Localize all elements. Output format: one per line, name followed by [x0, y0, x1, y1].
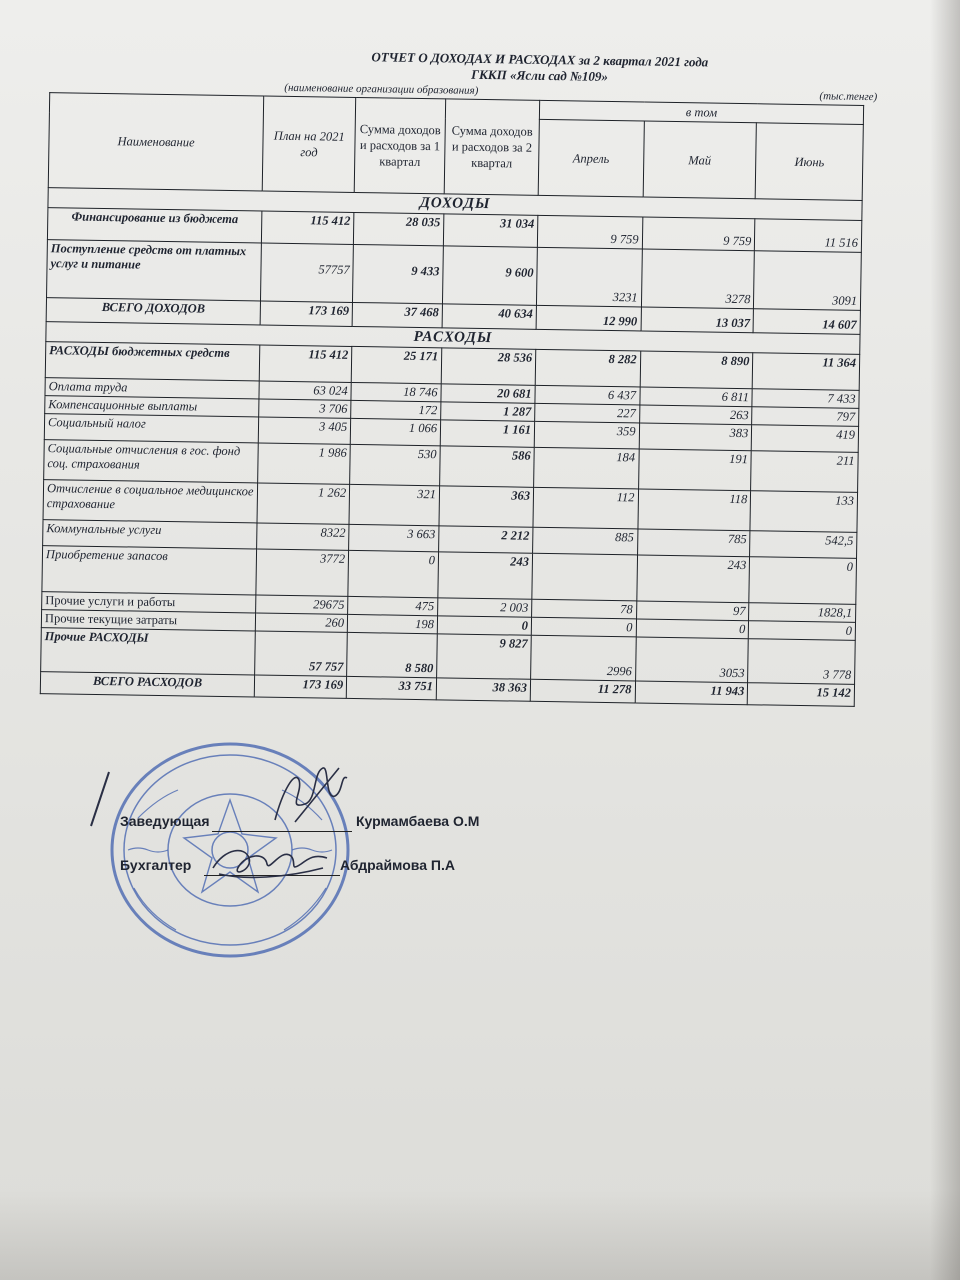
cell-q1: 3 663: [349, 524, 439, 551]
row-name: РАСХОДЫ бюджетных средств: [45, 342, 260, 381]
col-header-april: Апрель: [538, 119, 644, 197]
section-income-title: ДОХОДЫ: [48, 188, 862, 221]
cell-q2: 20 681: [441, 384, 535, 403]
cell-may: 8 890: [640, 351, 753, 389]
cell-q1: 321: [349, 484, 439, 525]
head-signature-row: [120, 805, 620, 849]
cell-q2: 363: [439, 486, 534, 527]
cell-plan: 3 706: [259, 399, 351, 418]
section-expense-title: РАСХОДЫ: [46, 322, 860, 355]
cell-q2: 1 287: [441, 402, 535, 421]
cell-april: 8 282: [535, 349, 640, 387]
cell-may: 6 811: [639, 387, 752, 407]
cell-april: 184: [534, 447, 639, 489]
row-name: Социальные отчисления в гос. фонд соц. страхования: [44, 440, 259, 483]
cell-q1: 28 035: [354, 212, 444, 245]
cell-plan: 173 169: [254, 675, 346, 698]
cell-june: 15 142: [748, 683, 855, 707]
cell-q2: 9 827: [437, 634, 532, 679]
cell-q1: 18 746: [351, 382, 441, 401]
title-line-2: ГККП «Ясли сад №109»: [471, 66, 609, 84]
cell-q1: 9 433: [353, 244, 444, 303]
cell-plan: 57 757: [255, 631, 348, 676]
row-name: Прочие услуги и работы: [42, 592, 256, 613]
cell-plan: 8322: [257, 523, 349, 550]
cell-april: 885: [533, 527, 638, 555]
row-name: Прочие РАСХОДЫ: [41, 628, 256, 675]
row-name: Поступление средств от платных услуг и питание: [47, 240, 262, 301]
cell-q1: 1 066: [350, 418, 440, 445]
cell-q2: 2 212: [439, 526, 533, 553]
row-name: Оплата труда: [45, 378, 259, 399]
report-table: [40, 92, 864, 707]
cell-plan: 3 405: [258, 417, 350, 444]
cell-may: 0: [636, 619, 749, 639]
cell-june: 0: [749, 621, 856, 641]
cell-q1: 33 751: [346, 676, 436, 699]
cell-plan: 173 169: [260, 301, 352, 326]
cell-q1: 198: [347, 614, 437, 633]
cell-q2: 40 634: [442, 304, 536, 329]
row-name: ВСЕГО ДОХОДОВ: [46, 298, 261, 325]
cell-april: 3231: [537, 247, 642, 307]
cell-q2: 38 363: [436, 678, 530, 701]
cell-q1: 475: [348, 596, 438, 615]
report-document: [30, 44, 890, 707]
row-name: Финансирование из бюджета: [47, 208, 262, 243]
col-header-plan: План на 2021 год: [262, 96, 355, 192]
cell-may: 263: [639, 405, 752, 425]
cell-plan: 29675: [256, 595, 348, 614]
cell-may: 3053: [635, 637, 749, 683]
accountant-role-label: Бухгалтер: [120, 857, 192, 873]
cell-plan: 63 024: [259, 381, 351, 400]
col-header-incl: в том: [539, 100, 863, 124]
cell-plan: 260: [256, 613, 348, 632]
signature-line: [212, 831, 352, 832]
org-caption: (наименование организации образования): [284, 81, 479, 97]
cell-june: 797: [752, 407, 859, 427]
signature-block: [120, 805, 620, 893]
cell-may: 9 759: [642, 217, 755, 251]
cell-may: 3278: [641, 249, 755, 309]
cell-june: 3 778: [748, 639, 855, 685]
cell-april: 9 759: [537, 215, 642, 249]
cell-june: 0: [749, 557, 856, 605]
cell-q1: 8 580: [347, 632, 438, 677]
row-name: Отчисление в социальное медицинское страхование: [43, 480, 258, 523]
cell-q2: 9 600: [442, 246, 537, 305]
cell-may: 13 037: [641, 307, 754, 333]
cell-june: 1828,1: [749, 603, 856, 623]
row-name: Социальный налог: [44, 414, 259, 443]
cell-q2: 28 536: [441, 348, 536, 385]
unit-caption: (тыс.тенге): [819, 90, 878, 104]
page-shadow: [930, 0, 960, 1280]
cell-q2: 243: [438, 552, 533, 599]
cell-q1: 172: [351, 400, 441, 419]
col-header-june: Июнь: [756, 123, 864, 201]
cell-plan: 115 412: [262, 211, 354, 244]
cell-may: 118: [637, 489, 750, 531]
cell-april: 227: [535, 403, 640, 423]
cell-april: 359: [534, 421, 639, 449]
cell-may: 191: [638, 449, 751, 491]
row-name: Компенсационные выплаты: [45, 396, 259, 417]
cell-q1: 37 468: [352, 302, 442, 327]
cell-april: 11 278: [530, 679, 635, 703]
cell-q2: 1 161: [440, 420, 534, 447]
cell-plan: 1 986: [258, 443, 351, 484]
title-line-1: ОТЧЕТ О ДОХОДАХ И РАСХОДАХ за 2 квартал 2021 года: [371, 49, 709, 70]
cell-plan: 3772: [256, 549, 349, 596]
cell-june: 11 516: [755, 219, 862, 253]
page-shadow-bottom: [0, 1190, 960, 1280]
cell-june: 14 607: [753, 309, 860, 335]
row-name: Прочие текущие затраты: [41, 610, 255, 631]
cell-q1: 530: [350, 444, 440, 485]
cell-may: 11 943: [635, 681, 748, 705]
cell-june: 11 364: [753, 353, 860, 391]
cell-june: 211: [751, 451, 858, 493]
row-name: ВСЕГО РАСХОДОВ: [40, 672, 255, 697]
head-signature-icon: [265, 760, 355, 830]
cell-april: 12 990: [536, 305, 641, 331]
cell-q1: 0: [348, 550, 439, 597]
cell-plan: 115 412: [259, 345, 352, 382]
head-name: Курмамбаева О.М: [356, 813, 480, 829]
cell-april: [532, 553, 637, 601]
cell-june: 542,5: [750, 531, 857, 559]
head-role-label: Заведующая: [120, 813, 210, 829]
accountant-signature-row: [120, 849, 620, 893]
accountant-signature-icon: [205, 838, 335, 888]
cell-q2: 586: [440, 446, 535, 487]
cell-plan: 1 262: [257, 483, 350, 524]
cell-q2: 31 034: [443, 214, 538, 247]
cell-q2: 2 003: [438, 598, 532, 617]
cell-plan: 57757: [261, 243, 354, 302]
row-name: Приобретение запасов: [42, 546, 257, 595]
col-header-may: Май: [643, 121, 757, 199]
pen-mark-icon: [85, 770, 115, 830]
cell-q1: 25 171: [351, 346, 441, 383]
cell-june: 133: [750, 491, 857, 533]
cell-may: 383: [639, 423, 752, 451]
cell-may: 243: [636, 555, 750, 603]
cell-may: 97: [636, 601, 749, 621]
cell-june: 7 433: [752, 389, 859, 409]
col-header-q2: Сумма доходов и расходов за 2 квартал: [444, 99, 540, 195]
cell-april: 0: [531, 617, 636, 637]
accountant-name: Абдраймова П.А: [340, 857, 455, 873]
cell-q2: 0: [437, 616, 531, 635]
cell-may: 785: [637, 529, 750, 557]
cell-april: 2996: [531, 635, 636, 681]
cell-april: 112: [533, 487, 638, 529]
cell-april: 78: [532, 599, 637, 619]
row-name: Коммунальные услуги: [43, 520, 258, 549]
cell-june: 3091: [754, 251, 862, 311]
cell-april: 6 437: [535, 385, 640, 405]
col-header-q1: Сумма доходов и расходов за 1 квартал: [354, 97, 445, 193]
cell-june: 419: [752, 425, 859, 453]
col-header-name: Наименование: [48, 93, 264, 191]
